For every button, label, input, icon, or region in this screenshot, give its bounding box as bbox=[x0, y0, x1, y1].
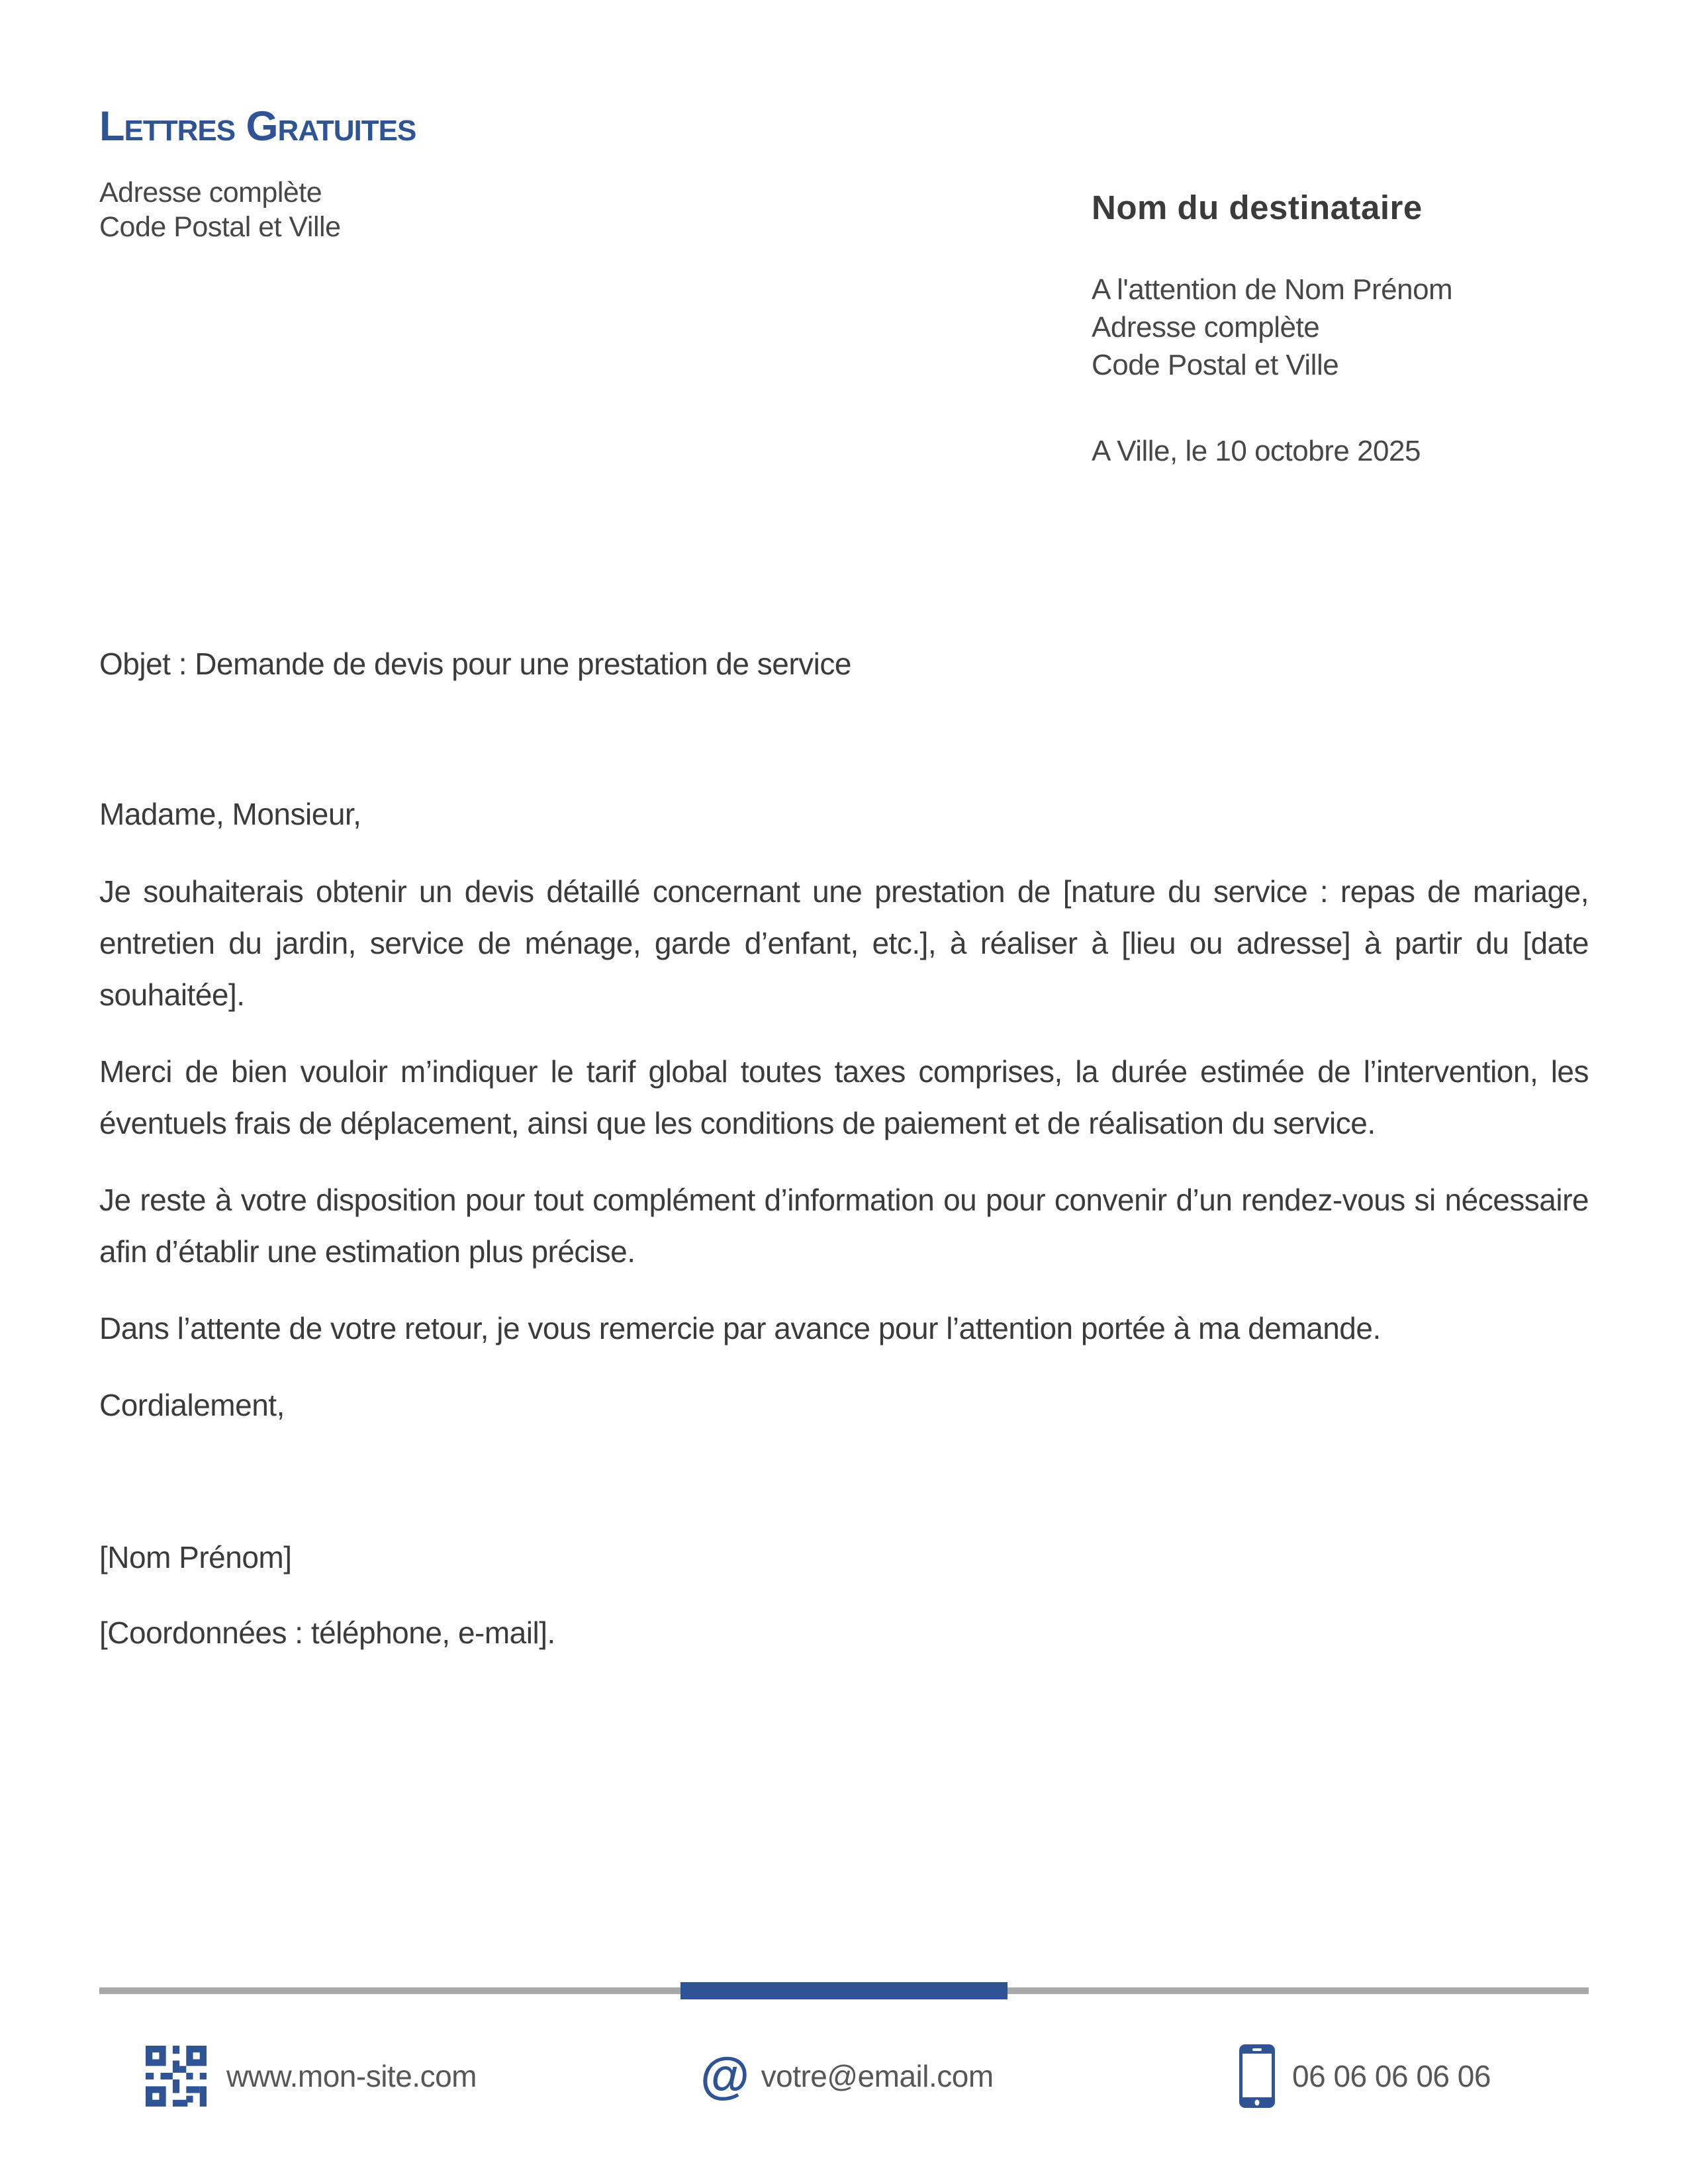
qr-code-icon bbox=[146, 2046, 207, 2107]
footer-email-text: votre@email.com bbox=[761, 2059, 994, 2093]
body-paragraph: Je reste à votre disposition pour tout complément d’information ou pour convenir d’un rendez-vous si nécessaire afin d’établir une estimation plus précise. bbox=[99, 1183, 1589, 1269]
recipient-attention-line: A l'attention de Nom Prénom bbox=[1092, 273, 1453, 306]
footer-phone-text: 06 06 06 06 06 bbox=[1292, 2059, 1491, 2093]
sender-address-line2: Code Postal et Ville bbox=[99, 211, 341, 243]
sender-address-line1: Adresse complète bbox=[99, 177, 322, 208]
smartphone-icon bbox=[1239, 2044, 1275, 2108]
footer-divider-accent-bar bbox=[680, 1982, 1008, 1999]
recipient-address-line2: Code Postal et Ville bbox=[1092, 349, 1339, 381]
subject-line: Objet : Demande de devis pour une prestation de service bbox=[99, 647, 851, 681]
sender-address-block bbox=[99, 175, 341, 244]
footer-website-item bbox=[146, 2042, 477, 2111]
signature-contact-placeholder: [Coordonnées : téléphone, e-mail]. bbox=[99, 1615, 555, 1650]
recipient-name: Nom du destinataire bbox=[1092, 189, 1423, 226]
body-paragraph: Merci de bien vouloir m’indiquer le tarif global toutes taxes comprises, la durée estimée de l’intervention, les éventuels frais de déplacement, ainsi que les conditions de paiement et de réalisation du service. bbox=[99, 1054, 1589, 1140]
closing-formula: Cordialement, bbox=[99, 1388, 285, 1422]
signature-name-placeholder: [Nom Prénom] bbox=[99, 1540, 292, 1574]
footer-phone-item bbox=[1239, 2042, 1491, 2111]
salutation: Madame, Monsieur, bbox=[99, 797, 361, 831]
body-paragraph: Dans l’attente de votre retour, je vous remercie par avance pour l’attention portée à ma demande. bbox=[99, 1311, 1381, 1345]
letter-body bbox=[99, 638, 1589, 1659]
at-sign-icon: @ bbox=[700, 2048, 749, 2104]
footer-email-item bbox=[700, 2042, 994, 2111]
body-paragraph: Je souhaiterais obtenir un devis détaillé concernant une prestation de [nature du service : repas de mariage, entretien du jardin, service de ménage, garde d’enfant, etc.], à réaliser à [lieu ou adresse] à partir du [date souhaitée]. bbox=[99, 874, 1589, 1012]
recipient-address-line1: Adresse complète bbox=[1092, 311, 1320, 343]
place-and-date-line: A Ville, le 10 octobre 2025 bbox=[1092, 435, 1421, 467]
recipient-address-block bbox=[1092, 271, 1452, 384]
sender-logo: Lettres Gratuites bbox=[99, 103, 416, 150]
footer-website-text: www.mon-site.com bbox=[226, 2059, 477, 2093]
